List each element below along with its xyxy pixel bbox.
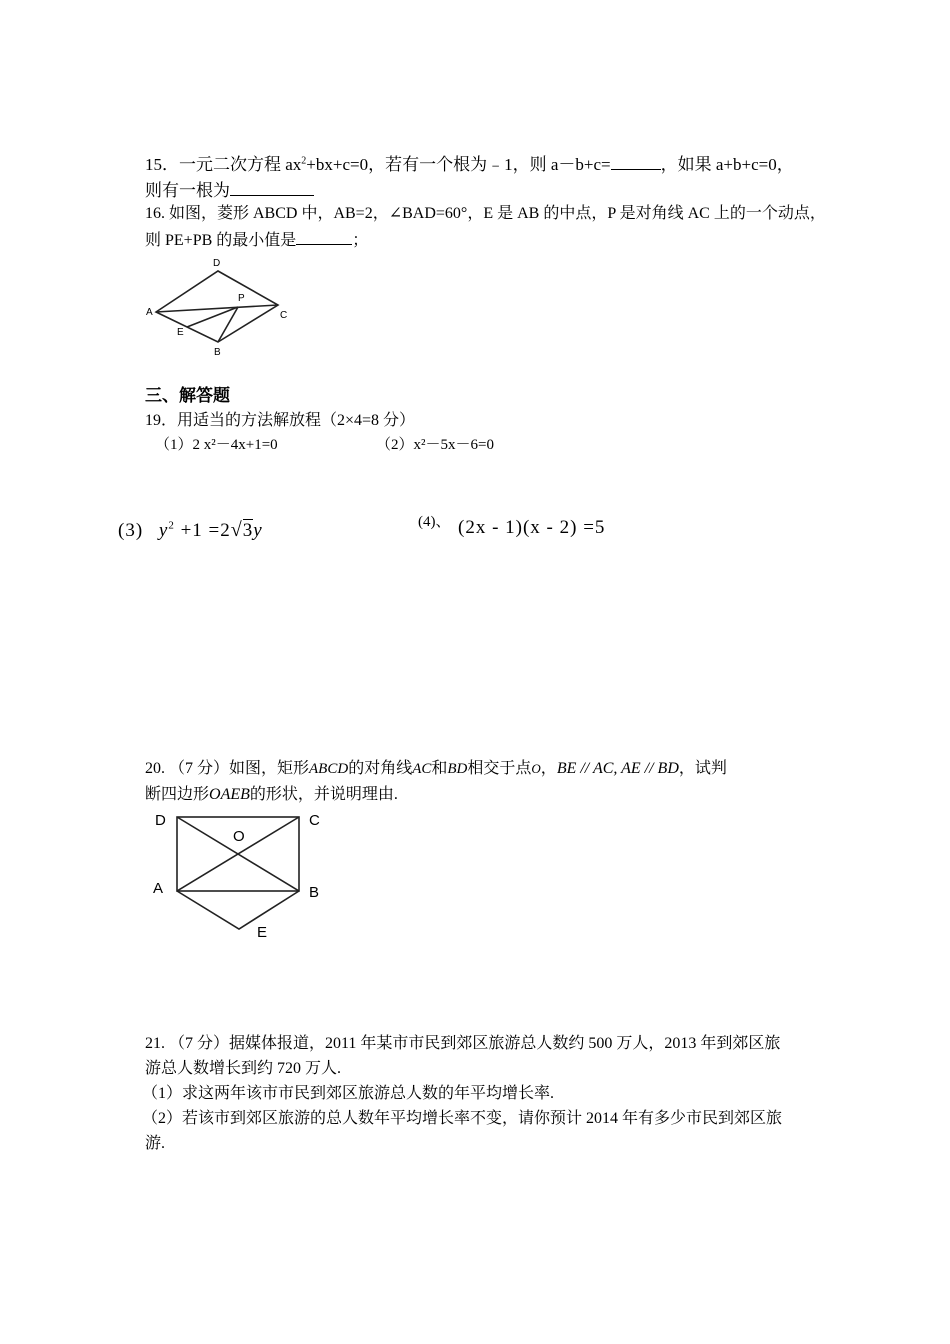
q15-superscript: 2 [301,155,307,167]
q15-text-mid: +bx+c=0，若有一个根为﹣1，则 a－b+c= [306,155,611,174]
label-a: A [153,880,164,897]
q20-oaeb: OAEB [209,786,250,803]
q19-part2: （2）x²－5x－6=0 [376,437,494,453]
q19-part4-label: (4)、 [418,514,451,530]
sqrt-icon: √ [230,519,243,541]
q20-text-c: 和 [431,760,448,777]
q15-line2-text: 则有一根为 [145,181,230,200]
label-b: B [214,347,221,358]
q19-part3-exponent: 2 [168,519,175,532]
label-e: E [257,924,268,941]
q16-line2 [145,227,368,250]
label-o: O [233,828,245,845]
label-d: D [213,258,221,269]
q16-line1: 16. 如图，菱形 ABCD 中，AB=2，∠BAD=60°，E 是 AB 的中点，P 是对角线 AC 上的一个动点， [145,205,826,222]
label-p: P [238,293,245,304]
q20-condition: BE // AC, AE // BD [556,760,679,777]
q20-text-b: 的对角线 [348,760,413,777]
q15-answer-blank-1[interactable] [611,154,661,170]
label-a: A [146,307,153,318]
q20-text-h: 的形状，并说明理由. [249,786,398,803]
rectangle-figure [145,805,345,945]
q16-line2-suffix: ； [352,232,369,249]
q20-text-d: 相交于点 [467,760,532,777]
q20-text-g: 断四边形 [145,786,210,803]
q19-part3 [118,519,263,542]
label-e: E [177,327,184,338]
q15-line1 [145,150,794,175]
q20-ac: AC [412,761,432,777]
q19-part3-y2: y [253,520,263,541]
q15-answer-blank-2[interactable] [230,180,314,196]
q19-intro: 19．用适当的方法解放程（2×4=8 分） [145,412,416,429]
diagonal-ac [156,305,278,312]
q16-answer-blank[interactable] [296,229,352,245]
rhombus-figure [140,255,310,365]
q20-text-f: ，试判 [678,760,727,777]
q20-text-a: 20. （7 分）如图，矩形 [145,760,310,777]
q15-line2 [145,176,314,201]
q19-part1: （1）2 x²－4x+1=0 [155,437,278,453]
label-c: C [280,310,288,321]
q20-abcd: ABCD [309,761,349,777]
q20-line2 [145,781,398,804]
q20-bd: BD [447,761,468,777]
q21-subquestion-2-cont: 游. [145,1135,166,1152]
q20-text-e: ， [540,760,557,777]
q21-line2: 游总人数增长到约 720 万人. [145,1060,342,1077]
q15-text-prefix: 15．一元二次方程 ax [145,155,302,174]
q20-o: O [531,761,541,776]
q21-subquestion-2: （2）若该市到郊区旅游的总人数年平均增长率不变，请你预计 2014 年有多少市民到郊区旅 [142,1110,783,1127]
q19-part3-radicand: 3 [242,520,254,541]
label-d: D [155,812,166,829]
label-b: B [309,884,320,901]
q21-subquestion-1: （1）求这两年该市市民到郊区旅游总人数的年平均增长率. [142,1085,555,1102]
q16-line2-prefix: 则 PE+PB 的最小值是 [145,232,297,249]
segments-ae-eb [177,891,299,929]
q19-part4-equation: (2x - 1)(x - 2) =5 [458,517,606,538]
label-c: C [309,812,320,829]
q19-part3-y: y [158,520,169,541]
q21-line1: 21. （7 分）据媒体报道，2011 年某市市民到郊区旅游总人数约 500 万人，2013 年到郊区旅 [145,1035,781,1052]
q19-part3-rhs: +1 =2 [174,520,231,541]
q19-part3-label: (3) [118,520,144,541]
q20-line1 [145,755,727,778]
section-heading: 三、解答题 [145,386,230,406]
q15-text-suffix: ，如果 a+b+c=0， [660,155,794,174]
